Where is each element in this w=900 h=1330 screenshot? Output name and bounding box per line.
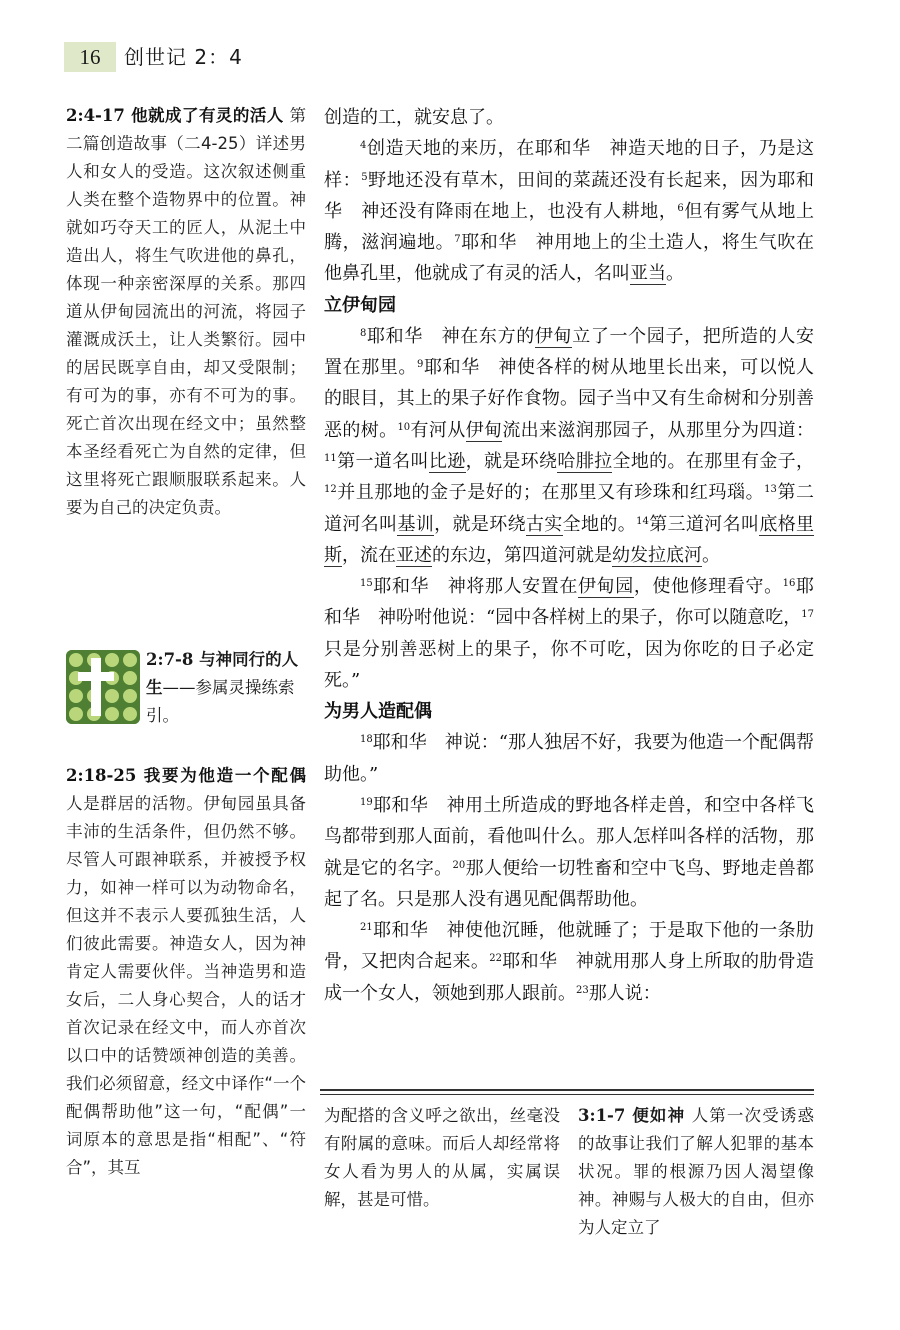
note-body: 人是群居的活物。伊甸园虽具备丰沛的生活条件，但仍然不够。尽管人可跟神联系，并被授予权力，如神一样可以为动物命名，但这并不表示人要孤独生活，人们彼此需要。神造女人，因为神肯定人需要伙伴。当神造男和造女后，二人身心契合，人的话才首次记录在经文中，而人亦首次以口中的话赞颂神创造的美善。我们必须留意，经文中译作“一个配偶帮助他”这一句，“配偶”一词原本的意思是指“相配”、“符合”，其互: [66, 794, 306, 1177]
verse-6: $^6$但有雾气从地上腾，滋润遍地。: [324, 200, 815, 254]
study-note-continuation: 为配搭的含义呼之欲出，丝毫没有附属的意味。而后人却经常将女人看为男人的从属，实属误解，甚是可惜。: [324, 1106, 560, 1209]
scripture-paragraph: $^{19}$耶和华 神用土所造成的野地各样走兽，和空中各样飞鸟都带到那人面前，看他叫什么。那人怎样叫各样的活物，那就是它的名字。$^{20}$那人便给一切牲畜和空中飞鸟、野地走兽都起了名。只是那人没有遇见配偶帮助他。: [324, 794, 815, 910]
scripture-paragraph: 创造的工，就安息了。: [324, 107, 504, 128]
chapter-reference: 创世记 2：4: [124, 45, 243, 69]
proper-name: 亚当: [630, 263, 666, 285]
running-header: [64, 42, 364, 72]
page-number: 16: [64, 42, 116, 72]
divider: [320, 1094, 814, 1095]
scripture-paragraph: $^{18}$耶和华 神说：“那人独居不好，我要为他造一个配偶帮助他。”: [324, 732, 814, 785]
spiritual-disciplines-icon: [66, 650, 140, 724]
study-note-2-7-8: [66, 646, 306, 732]
section-heading: 为男人造配偶: [324, 701, 432, 723]
study-note-3-1-7: [578, 1102, 814, 1242]
note-body: 人第一次受诱惑的故事让我们了解人犯罪的基本状况。罪的根源乃因人渴望像神。神赐与人极大的自由，但亦为人定立了: [578, 1106, 814, 1237]
note-title: 3:1-7 便如神: [578, 1106, 686, 1125]
verse-7: $^7$耶和华 神用地上的尘土造人，将生气吹在他鼻孔里，他就成了有灵的活人，名叫: [324, 232, 815, 285]
note-title: 2:7-8 与神同行的人生: [146, 650, 299, 697]
study-note-2-18-25: [66, 762, 306, 1182]
scripture-paragraph: $^4$创造天地的来历，在耶和华 神造天地的日子，乃是这样：$^5$野地还没有草木，田间的菜蔬还没有长起来，因为耶和华 神还没有降雨在地上，也没有人耕地，$^6$但有雾气从地上腾，滋润遍地。$^7$耶和华 神用地上的尘土造人，将生气吹在他鼻孔里，他就成了有灵的活人，名叫亚当。: [324, 138, 815, 285]
note-body: 第二篇创造故事（二4-25）详述男人和女人的受造。这次叙述侧重人类在整个造物界中的位置。神就如巧夺天工的匠人，从泥土中造出人，将生气吹进他的鼻孔，体现一种亲密深厚的关系。那四道从伊甸园流出的河流，将园子灌溉成沃土，让人类繁衍。园中的居民既享自由，却又受限制；有可为的事，亦有不可为的事。死亡首次出现在经文中；虽然整本圣经看死亡为自然的定律，但这里将死亡跟顺服联系起来。人要为自己的决定负责。: [66, 106, 306, 517]
scripture-text: [324, 102, 814, 1009]
note-body: ——参属灵操练索引。: [146, 678, 295, 725]
verse-4: $^4$创造天地的来历，在耶和华 神造天地的日子，乃是这样：: [324, 138, 814, 191]
verse-5: $^5$野地还没有草木，田间的菜蔬还没有长起来，因为耶和华 神还没有降雨在地上，也没有人耕地，: [324, 169, 814, 222]
scripture-paragraph: $^{21}$耶和华 神使他沉睡，他就睡了；于是取下他的一条肋骨，又把肉合起来。$^{22}$耶和华 神就用那人身上所取的肋骨造成一个女人，领她到那人跟前。$^{23}$那人说：: [324, 920, 815, 1004]
note-title: 2:18-25 我要为他造一个配偶: [66, 766, 306, 785]
section-heading: 立伊甸园: [324, 294, 396, 316]
scripture-paragraph: $^8$耶和华 神在东方的伊甸立了一个园子，把所造的人安置在那里。$^9$耶和华 神使各样的树从地里长出来，可以悦人的眼目，其上的果子好作食物。园子当中又有生命树和分别善恶的树。$^{10}$有河从伊甸流出来滋润那园子，从那里分为四道：$^{11}$第一道名叫比逊，就是环绕哈腓拉全地的。在那里有金子，$^{12}$并且那地的金子是好的；在那里又有珍珠和红玛瑙。$^{13}$第二道河名叫基训，就是环绕古实全地的。$^{14}$第三道河名叫底格里斯，流在亚述的东边，第四道河就是幼发拉底河。: [324, 325, 815, 566]
note-title: 2:4-17 他就成了有灵的活人: [66, 106, 284, 125]
scripture-paragraph: $^{15}$耶和华 神将那人安置在伊甸园，使他修理看守。$^{16}$耶和华 神吩咐他说：“园中各样树上的果子，你可以随意吃，$^{17}$只是分别善恶树上的果子，你不可吃，因为你吃的日子必定死。”: [324, 576, 815, 692]
study-note-2-4-17: [66, 102, 306, 522]
divider: [320, 1089, 814, 1091]
